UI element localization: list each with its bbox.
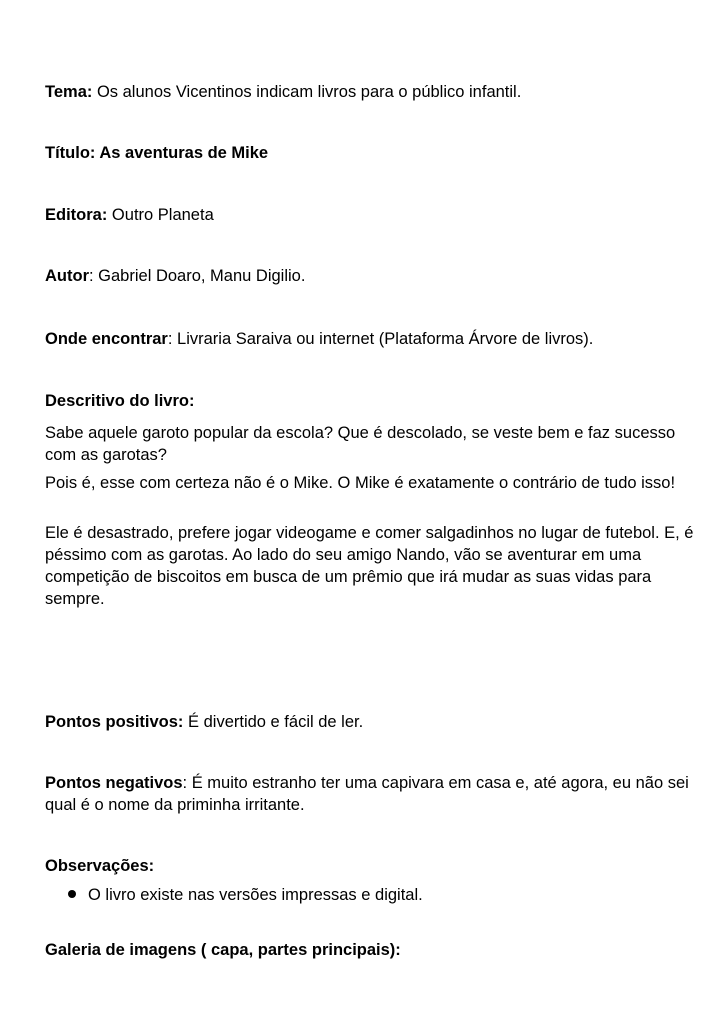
descritivo-heading bbox=[45, 390, 694, 412]
galeria-heading-text: Galeria de imagens ( capa, partes principais): bbox=[45, 941, 401, 959]
tema-value: Os alunos Vicentinos indicam livros para o público infantil. bbox=[92, 83, 522, 101]
pontos-negativos-paragraph bbox=[45, 772, 695, 816]
pontos-positivos-label: Pontos positivos: bbox=[45, 713, 184, 731]
pontos-negativos-value: : É muito estranho ter uma capivara em casa e, até agora, eu não sei qual é o nome da priminha irritante. bbox=[45, 774, 689, 814]
bullet-dot-icon bbox=[68, 890, 76, 898]
observacoes-list-item bbox=[68, 884, 423, 906]
descritivo-heading-text: Descritivo do livro: bbox=[45, 392, 195, 410]
onde-encontrar-label: Onde encontrar bbox=[45, 330, 168, 348]
galeria-heading bbox=[45, 939, 694, 961]
onde-encontrar-line bbox=[45, 328, 694, 350]
observacoes-item-text: O livro existe nas versões impressas e digital. bbox=[88, 886, 423, 904]
observacoes-heading bbox=[45, 855, 694, 877]
editora-line bbox=[45, 204, 694, 226]
editora-value: Outro Planeta bbox=[107, 206, 214, 224]
tema-label: Tema: bbox=[45, 83, 93, 101]
pontos-positivos-line bbox=[45, 711, 694, 733]
titulo-line bbox=[45, 142, 694, 164]
tema-line bbox=[45, 81, 694, 103]
editora-label: Editora: bbox=[45, 206, 108, 224]
pontos-negativos-label: Pontos negativos bbox=[45, 774, 183, 792]
descritivo-paragraph-2: Pois é, esse com certeza não é o Mike. O Mike é exatamente o contrário de tudo isso! bbox=[45, 474, 676, 492]
autor-value: : Gabriel Doaro, Manu Digilio. bbox=[89, 267, 306, 285]
autor-line bbox=[45, 265, 694, 287]
descritivo-paragraph-3: Ele é desastrado, prefere jogar videogame e comer salgadinhos no lugar de futebol. E, é péssimo com as garotas. Ao lado do seu amigo Nando, vão se aventurar em uma competição de biscoitos em busca de um prêmio que irá mudar as suas vidas para sempre. bbox=[45, 524, 694, 608]
descritivo-paragraph-1: Sabe aquele garoto popular da escola? Que é descolado, se veste bem e faz sucesso com as garotas? bbox=[45, 424, 676, 464]
autor-label: Autor bbox=[45, 267, 89, 285]
observacoes-heading-text: Observações: bbox=[45, 857, 155, 875]
onde-encontrar-value: : Livraria Saraiva ou internet (Plataforma Árvore de livros). bbox=[167, 330, 594, 348]
pontos-positivos-value: É divertido e fácil de ler. bbox=[183, 713, 364, 731]
titulo-text: Título: As aventuras de Mike bbox=[45, 144, 269, 162]
